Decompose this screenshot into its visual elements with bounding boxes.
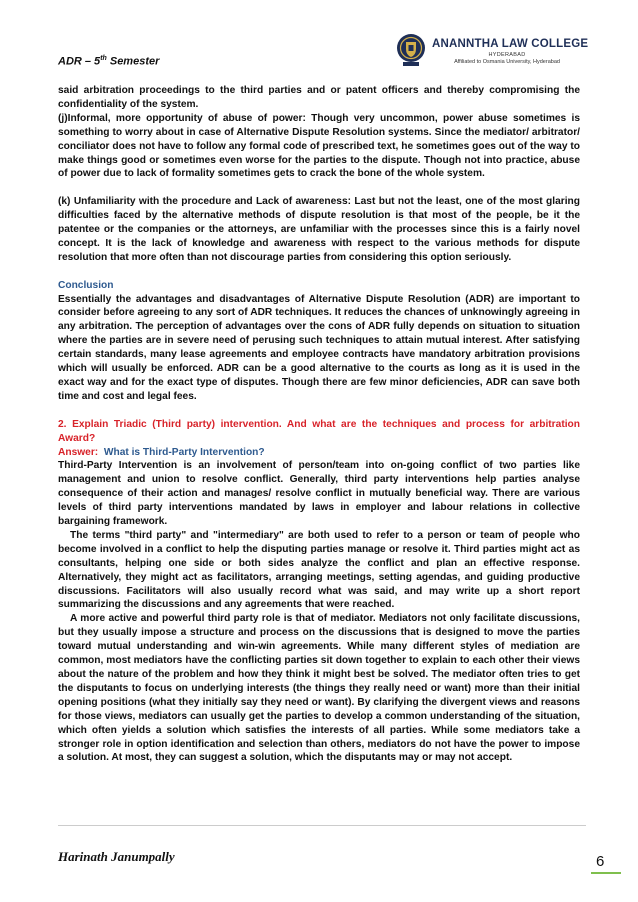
answer-heading-line (58, 446, 580, 460)
answer-heading: What is Third-Party Intervention? (103, 446, 265, 458)
page-body (58, 84, 580, 765)
page-number: 6 (596, 853, 605, 870)
answer-label: Answer: (58, 446, 99, 458)
college-city: HYDERABAD (488, 52, 526, 58)
paragraph-intermediary: The terms "third party" and "intermediary" are both used to refer to a person or team of people who become involved in a conflict to help the disputing parties manage or resolve it. Third parties might act as consultants, helping one side or both sides analyze the conflict and plan an effective response. Alternatively, they might act as facilitators, arranging meetings, setting agendas, and guiding productive discussions. Facilitators will also usually record what was said, and may write up a short report summarizing the discussions and any agreements that were reached. (58, 529, 580, 611)
paragraph-third-party-definition: Third-Party Intervention is an involvement of person/team into on-going conflict of two parties like management and union to resolve conflict. Generally, third party interventions help parties analyse consequence of their action and manages/ resolve conflict in mutually beneficial way. There are various levels of third party interventions mandated by laws in employer and labour relations in collective bargaining framework. (58, 460, 580, 528)
footer-author: Harinath Janumpally (58, 849, 175, 864)
course-suffix: Semester (106, 55, 160, 68)
question-heading: 2. Explain Triadic (Third party) intervention. And what are the techniques and process for arbitration Award? (58, 418, 580, 444)
page-number-underline (591, 872, 621, 874)
conclusion-heading: Conclusion (58, 279, 114, 291)
college-logo (396, 30, 589, 72)
paragraph-confidentiality: said arbitration proceedings to the third parties and or patent officers and thereby compromising the confidentiality of the system. (58, 85, 580, 110)
paragraph-mediator: A more active and powerful third party role is that of mediator. Mediators not only facilitate discussions, but they usually impose a structure and process on the discussions that is designed to move the parties toward mutual understanding and win-win agreements. While many different styles of mediation are common, most mediators have the conflicting parties sit down together to explain to each other their views about the nature of the problem and how they think it might best be solved. The mediator often tries to get the disputants to focus on underlying interests (the things they really need or want) more than their initial opening positions (what they initially say they need or want). By clarifying the divergent views and reasons for those views, mediators can usually get the parties to develop a common understanding of the situation, which often yields a solution which satisfies the interests of all parties. While some mediators take a stronger role in option identification and selection than others, mediators do not have the power to impose a solution. At most, they can suggest a solution, which the disputants may or may not accept. (58, 613, 580, 764)
footer-divider (58, 825, 586, 826)
course-prefix: ADR – 5 (58, 55, 101, 68)
paragraph-conclusion: Essentially the advantages and disadvantages of Alternative Dispute Resolution (ADR) are important to consider before agreeing to any sort of ADR techniques. It reduces the chances of unknowingly agreeing in any arbitration. The perception of advantages over the cons of ADR fully depends on situation to situation where the parties are in severe need of perusing such techniques to attain mutual interest. After satisfying certain standards, many lease agreements and employee contracts have mandatory arbitration provisions which will usually be enforced. ADR can be a good alternative to the courts as long as it is used in the exact way and for the exact type of disputes. Though there are few minor deficiencies, ADR can save both time and cost and legal fees. (58, 293, 580, 402)
paragraph-unfamiliarity: (k) Unfamiliarity with the procedure and Lack of awareness: Last but not the least, one of the most glaring difficulties faced by the alternative methods of dispute resolution is that most of the people, be it the patentee or the companies or the attorneys, are unfamiliar with the processes since this is a fairly novel concept. It is the lack of knowledge and awareness with respect to the various methods for dispute resolution that more often than not discourage parties from considering this option seriously. (58, 196, 580, 263)
college-affiliation: Affiliated to Osmania University, Hyderabad (454, 59, 560, 65)
paragraph-abuse-of-power: (j)Informal, more opportunity of abuse of power: Though very uncommon, power abuse sometimes is something to worry about in case of Alternative Dispute Resolution systems. Since the mediator/ arbitrator/ conciliator does not have to follow any formal code of prescribed text, he sometimes goes out of the way to make things good or sometimes even worse for the parties to the dispute. Though not into practice, abuse of power due to lack of formality sometimes gets to crack the bone of the whole system. (58, 112, 580, 180)
college-name: ANANNTHA LAW COLLEGE (432, 38, 589, 50)
course-header (58, 55, 159, 68)
course-sup: th (100, 55, 107, 62)
crest-icon (396, 32, 426, 68)
